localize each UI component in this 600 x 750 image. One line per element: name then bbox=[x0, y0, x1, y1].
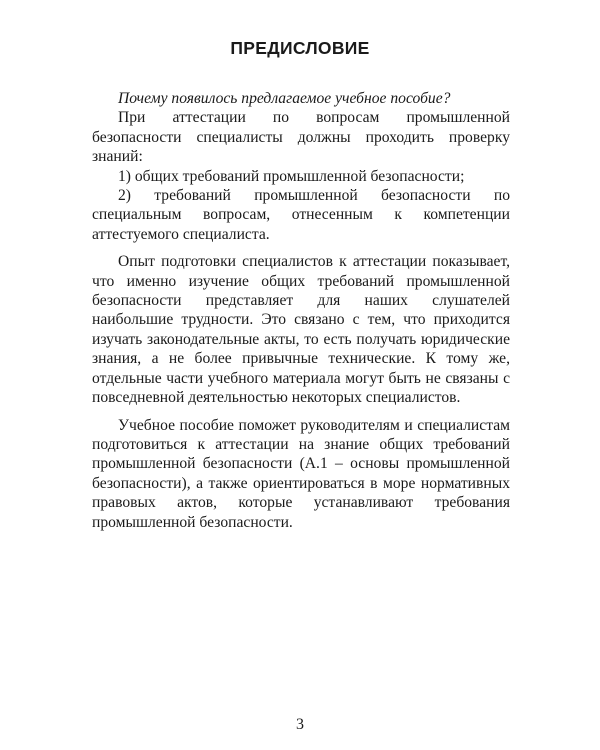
paragraph-manual-purpose: Учебное пособие поможет руководителям и специалистам подготовиться к аттестации на знание общих требований промышленной безопасности (А.1 – основы промышленной безопасности), а также ориентироваться в море нормативных правовых актов, которые устанавливают требования промышленной безопасности. bbox=[92, 416, 510, 531]
page-number: 3 bbox=[296, 716, 304, 733]
preface-body bbox=[92, 89, 510, 532]
paragraph-training-experience: Опыт подготовки специалистов к аттестации показывает, что именно изучение общих требований промышленной безопасности представляет для наших слушателей наибольшие трудности. Это связано с тем, что приходится изучать законодательные акты, то есть получать юридические знания, а не более привычные технические. К тому же, отдельные части учебного материала могут быть не связаны с повседневной деятельностью некоторых специалистов. bbox=[92, 253, 510, 407]
list-item-general-requirements: 1) общих требований промышленной безопасности; bbox=[118, 167, 465, 185]
question-line: Почему появилось предлагаемое учебное пособие? bbox=[118, 90, 451, 107]
list-item-special-requirements: 2) требований промышленной безопасности по специальным вопросам, отнесенным к компетенции аттестуемого специалиста. bbox=[92, 187, 510, 243]
paragraph-attestation-intro: При аттестации по вопросам промышленной безопасности специалисты должны проходить проверку знаний: bbox=[92, 109, 510, 166]
page-title: ПРЕДИСЛОВИЕ bbox=[230, 38, 370, 58]
